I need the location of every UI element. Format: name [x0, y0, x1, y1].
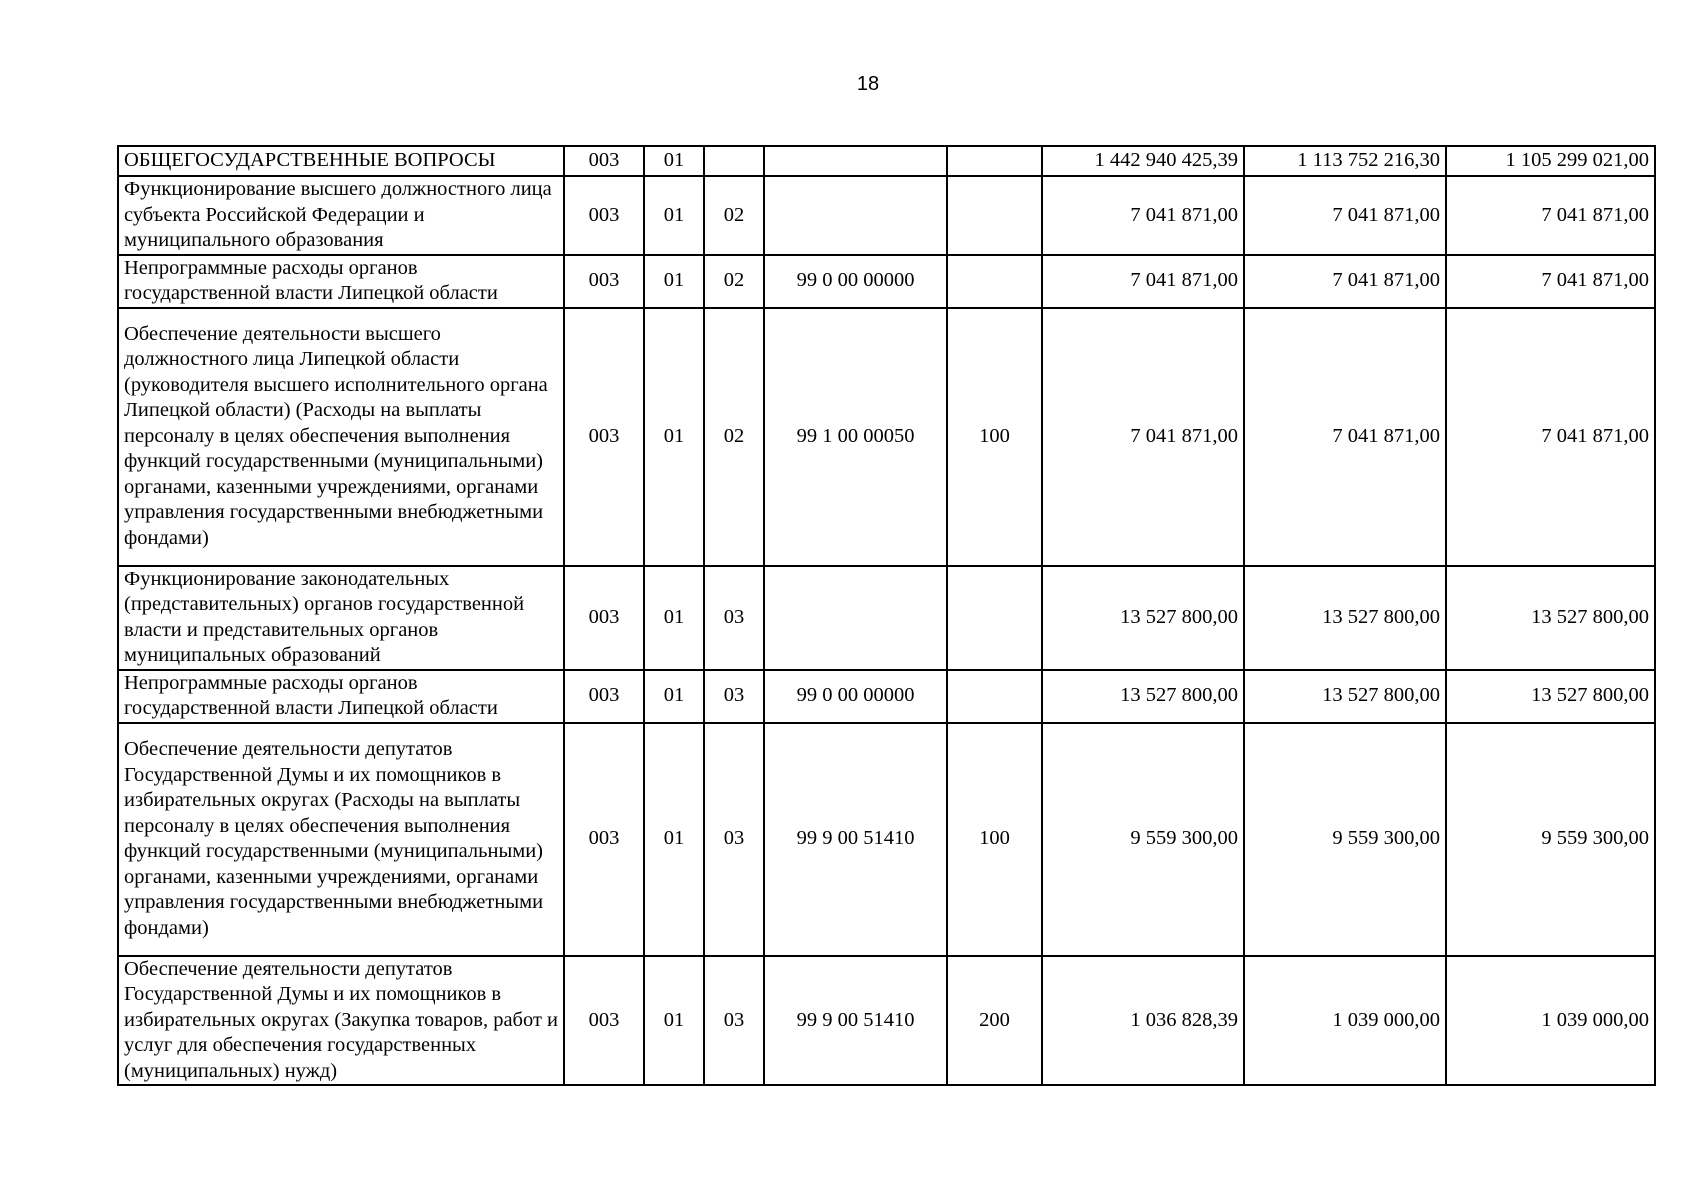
amount-year-3-cell: 13 527 800,00: [1446, 566, 1655, 670]
amount-year-3-cell: 7 041 871,00: [1446, 308, 1655, 566]
amount-year-2-cell: 7 041 871,00: [1244, 308, 1446, 566]
department-code-cell: 003: [564, 566, 644, 670]
subsection-code-cell: 02: [704, 176, 764, 255]
table-row: [118, 308, 1655, 566]
target-article-cell: 99 0 00 00000: [764, 255, 947, 308]
amount-year-1-cell: 1 036 828,39: [1042, 956, 1244, 1086]
expense-name-cell: Обеспечение деятельности депутатов Государственной Думы и их помощников в избирательных округах (Закупка товаров, работ и услуг для обеспечения государственных (муниципальных) нужд): [118, 956, 564, 1086]
table-row: [118, 670, 1655, 723]
expense-name-cell: Непрограммные расходы органов государственной власти Липецкой области: [118, 255, 564, 308]
section-code-cell: 01: [644, 956, 704, 1086]
target-article-cell: 99 0 00 00000: [764, 670, 947, 723]
department-code-cell: 003: [564, 176, 644, 255]
amount-year-1-cell: 7 041 871,00: [1042, 308, 1244, 566]
amount-year-1-cell: 13 527 800,00: [1042, 670, 1244, 723]
amount-year-2-cell: 1 113 752 216,30: [1244, 146, 1446, 176]
expense-type-cell: [947, 670, 1042, 723]
department-code-cell: 003: [564, 956, 644, 1086]
page-number: 18: [856, 73, 880, 95]
department-code-cell: 003: [564, 723, 644, 956]
target-article-cell: [764, 146, 947, 176]
expense-type-cell: [947, 146, 1042, 176]
subsection-code-cell: 03: [704, 723, 764, 956]
target-article-cell: [764, 176, 947, 255]
amount-year-1-cell: 7 041 871,00: [1042, 176, 1244, 255]
target-article-cell: 99 9 00 51410: [764, 723, 947, 956]
expense-name-cell: Обеспечение деятельности депутатов Государственной Думы и их помощников в избирательных округах (Расходы на выплаты персоналу в целях обеспечения выполнения функций государственными (муниципальными) органами, казенными учреждениями, органами управления государственными внебюджетными фондами): [118, 723, 564, 956]
amount-year-3-cell: 1 039 000,00: [1446, 956, 1655, 1086]
expense-type-cell: [947, 566, 1042, 670]
table-row: [118, 255, 1655, 308]
table-row: [118, 176, 1655, 255]
department-code-cell: 003: [564, 670, 644, 723]
section-code-cell: 01: [644, 146, 704, 176]
section-code-cell: 01: [644, 723, 704, 956]
section-code-cell: 01: [644, 308, 704, 566]
amount-year-3-cell: 7 041 871,00: [1446, 255, 1655, 308]
amount-year-2-cell: 13 527 800,00: [1244, 566, 1446, 670]
subsection-code-cell: 03: [704, 670, 764, 723]
section-code-cell: 01: [644, 176, 704, 255]
amount-year-3-cell: 7 041 871,00: [1446, 176, 1655, 255]
amount-year-3-cell: 1 105 299 021,00: [1446, 146, 1655, 176]
expense-type-cell: 100: [947, 723, 1042, 956]
subsection-code-cell: 03: [704, 566, 764, 670]
target-article-cell: 99 1 00 00050: [764, 308, 947, 566]
amount-year-1-cell: 13 527 800,00: [1042, 566, 1244, 670]
expense-type-cell: 200: [947, 956, 1042, 1086]
subsection-code-cell: 02: [704, 308, 764, 566]
section-code-cell: 01: [644, 670, 704, 723]
amount-year-1-cell: 9 559 300,00: [1042, 723, 1244, 956]
amount-year-2-cell: 7 041 871,00: [1244, 255, 1446, 308]
target-article-cell: 99 9 00 51410: [764, 956, 947, 1086]
amount-year-2-cell: 1 039 000,00: [1244, 956, 1446, 1086]
expense-type-cell: [947, 176, 1042, 255]
section-code-cell: 01: [644, 566, 704, 670]
expense-type-cell: 100: [947, 308, 1042, 566]
expense-name-cell: Функционирование законодательных (представительных) органов государственной власти и представительных органов муниципальных образований: [118, 566, 564, 670]
section-code-cell: 01: [644, 255, 704, 308]
department-code-cell: 003: [564, 255, 644, 308]
department-code-cell: 003: [564, 308, 644, 566]
amount-year-3-cell: 9 559 300,00: [1446, 723, 1655, 956]
table-row: [118, 146, 1655, 176]
amount-year-2-cell: 7 041 871,00: [1244, 176, 1446, 255]
amount-year-3-cell: 13 527 800,00: [1446, 670, 1655, 723]
amount-year-1-cell: 7 041 871,00: [1042, 255, 1244, 308]
expense-name-cell: Обеспечение деятельности высшего должностного лица Липецкой области (руководителя высшего исполнительного органа Липецкой области) (Расходы на выплаты персоналу в целях обеспечения выполнения функций государственными (муниципальными) органами, казенными учреждениями, органами управления государственными внебюджетными фондами): [118, 308, 564, 566]
table-row: [118, 566, 1655, 670]
amount-year-1-cell: 1 442 940 425,39: [1042, 146, 1244, 176]
amount-year-2-cell: 13 527 800,00: [1244, 670, 1446, 723]
table-row: [118, 723, 1655, 956]
expense-name-cell: Функционирование высшего должностного лица субъекта Российской Федерации и муниципального образования: [118, 176, 564, 255]
budget-table: [117, 145, 1656, 1086]
subsection-code-cell: 02: [704, 255, 764, 308]
subsection-code-cell: 03: [704, 956, 764, 1086]
expense-name-cell: ОБЩЕГОСУДАРСТВЕННЫЕ ВОПРОСЫ: [118, 146, 564, 176]
table-row: [118, 956, 1655, 1086]
expense-name-cell: Непрограммные расходы органов государственной власти Липецкой области: [118, 670, 564, 723]
amount-year-2-cell: 9 559 300,00: [1244, 723, 1446, 956]
department-code-cell: 003: [564, 146, 644, 176]
target-article-cell: [764, 566, 947, 670]
expense-type-cell: [947, 255, 1042, 308]
subsection-code-cell: [704, 146, 764, 176]
